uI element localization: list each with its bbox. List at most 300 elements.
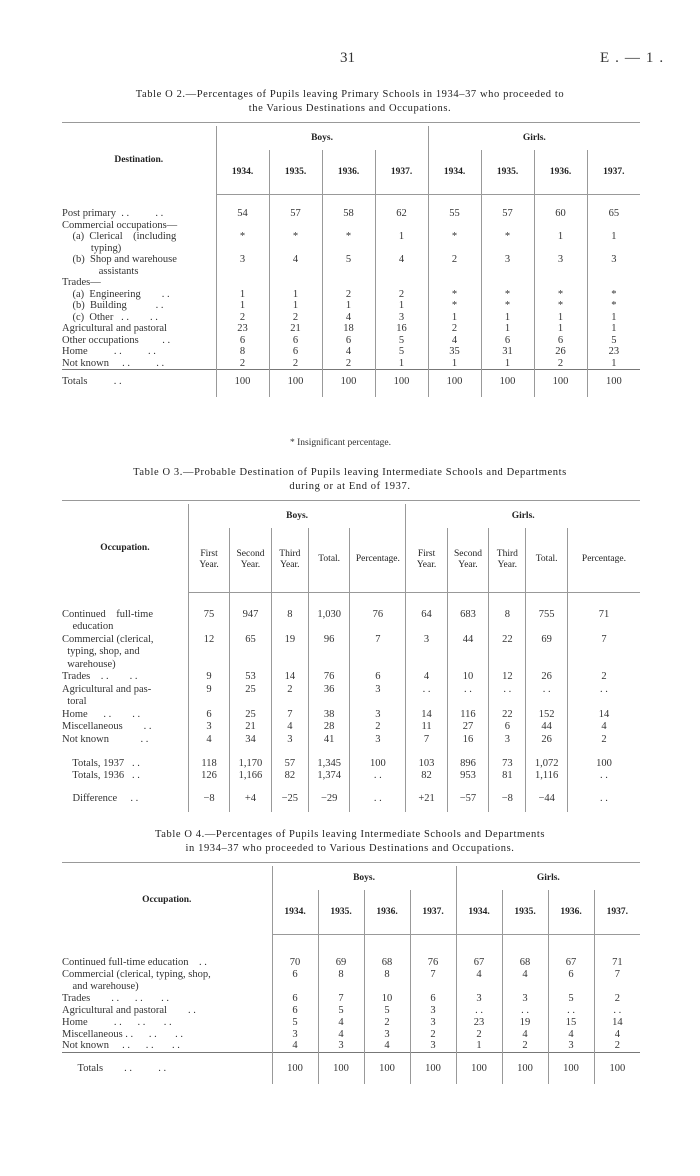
table-o2-row-value: 6 [534,335,587,347]
page-number: 31 [340,50,355,66]
table-o4-year-header: 1937. [594,890,640,934]
table-o4-row-value [410,980,456,992]
table-o3-row-value: 28 [308,721,349,734]
table-o4-row-value: 6 [410,992,456,1004]
table-o3-row-value [567,696,640,709]
table-o2-row-value: 4 [322,346,375,358]
table-o2-row-value [481,266,534,278]
table-o3-row-value: 69 [526,633,567,646]
table-o4 [62,866,640,1084]
table-o3-row-value: 116 [447,708,488,721]
table-o2-row-value: 57 [269,208,322,220]
table-o2-row [62,358,640,370]
table-o3 [62,504,640,812]
table-o2-row-value: * [534,300,587,312]
table-o3-row-value [447,658,488,671]
table-o3-row-value: 14 [271,671,308,684]
table-o4-totals-row-value: 100 [364,1060,410,1076]
table-o3-totals-row-value: 82 [406,770,447,782]
table-o2-row-value [375,243,428,255]
table-o2-row-value [534,243,587,255]
table-o3-totals-row-value: 57 [271,758,308,770]
table-o3-row-value [230,621,271,634]
table-o3-row-value [526,646,567,659]
table-o3-totals-row-label: Totals, 1936 . . [62,770,140,781]
table-o4-row [62,992,640,1004]
table-o4-year-header: 1934. [272,890,318,934]
table-o3-row-value: 71 [567,608,640,621]
table-o3-row-value [406,621,447,634]
table-o3-row-value: 96 [308,633,349,646]
table-o3-totals-row-value: 1,072 [526,758,567,770]
table-o3-title-line2: during or at End of 1937. [289,481,411,492]
table-o3-row-value: 44 [526,721,567,734]
table-o3-difference-row-value: −8 [188,792,229,806]
table-o2-row-value: 23 [587,346,640,358]
table-o2-year-header: 1934. [428,150,481,194]
table-o2-year-header: 1936. [534,150,587,194]
table-o2-stub-header: Destination. [114,155,164,165]
table-o2-row-value [375,220,428,232]
table-o4-row-value: 4 [502,1028,548,1040]
table-o3-row-value: 44 [447,633,488,646]
table-o3-column-header [230,528,271,592]
table-o4-row-value: 3 [318,1040,364,1052]
table-o3-row-label: Commercial (clerical, [62,633,154,645]
table-o4-row-value: 4 [272,1040,318,1052]
table-o2-year-header: 1934. [216,150,269,194]
table-o3-row-value [489,658,526,671]
table-o2-row-label: Not known . . . . [62,357,165,369]
table-o4-totals-row-value: 100 [456,1060,502,1076]
table-o3-row-value [447,621,488,634]
column-header-line: Third [496,548,518,559]
table-o4-row-value: 4 [364,1040,410,1052]
column-header-line: Second [236,548,265,559]
table-o3-totals-row-value: 1,166 [230,770,271,782]
table-o3-row-value [489,696,526,709]
table-o3-row-value: 4 [567,721,640,734]
table-o2-row-value: 2 [269,358,322,370]
table-o3-row-value: 14 [567,708,640,721]
table-o4-row-value: 6 [272,1004,318,1016]
table-o2-totals-row-value: 100 [481,373,534,389]
table-o2-row-value: 1 [587,323,640,335]
table-o2-row [62,266,640,278]
table-o3-row-value [188,658,229,671]
table-o3-row-value: 9 [188,683,229,696]
table-o3-difference-row-value: −44 [526,792,567,806]
column-header-line: Year. [240,559,261,570]
table-o3-row-label: Continued full-time [62,608,153,620]
table-o2-row-value [269,243,322,255]
table-o4-row-value: . . [502,1004,548,1016]
table-o4-row-value [594,980,640,992]
table-o2-boys-header: Boys. [216,126,428,150]
table-o3-row-value: 4 [188,733,229,746]
table-o3-totals-row-value: 1,345 [308,758,349,770]
table-o3-row-label: Agricultural and pas- [62,683,152,695]
table-o3-column-header [447,528,488,592]
table-o2-row-value: 2 [534,358,587,370]
table-o3-row [62,708,640,721]
table-o3-totals-row-value: 118 [188,758,229,770]
table-o3-boys-header: Boys. [188,504,406,528]
table-o3-row [62,721,640,734]
table-o4-row-value: 6 [548,968,594,980]
table-o3-row-value: 4 [271,721,308,734]
table-o4-row-value: 7 [410,968,456,980]
table-o4-row-value [364,980,410,992]
table-o3-row-value: 10 [447,671,488,684]
table-o2-row [62,243,640,255]
table-o2-footnote: * Insignificant percentage. [290,438,392,448]
table-o2-row-value: 60 [534,208,587,220]
table-o4-row-value: 69 [318,956,364,968]
table-o4-row-value: 4 [502,968,548,980]
table-o3-row-value: 36 [308,683,349,696]
table-o2-row-value: 1 [428,312,481,324]
column-header-line: Second [453,548,482,559]
table-o4-row-value: . . [456,1004,502,1016]
table-o4-row-value: 2 [456,1028,502,1040]
table-o3-row-label: Miscellaneous . . [62,721,152,733]
table-o3-row-value [350,646,406,659]
column-header-line: Year. [458,559,478,570]
table-o2-row-value: 1 [534,312,587,324]
table-o4-row-value: 10 [364,992,410,1004]
table-o3-row-value: 947 [230,608,271,621]
table-o3-column-header [188,528,229,592]
table-o3-row-value [526,696,567,709]
table-o2-row-value: * [322,231,375,243]
table-o3-row-value: 3 [489,733,526,746]
table-o3-row-value [406,658,447,671]
table-o4-row-value: 76 [410,956,456,968]
table-o3-row-value: 2 [567,671,640,684]
table-o3-row-label: toral [62,696,87,708]
table-o3-difference-row-value: −8 [489,792,526,806]
table-o2-row-value [269,277,322,289]
table-o3-row [62,621,640,634]
table-o4-row-value: 5 [318,1004,364,1016]
table-o3-row-value [567,621,640,634]
table-o2-row-label: Agricultural and pastoral [62,323,167,335]
table-o3-totals-row-value: 82 [271,770,308,782]
table-o3-difference-row-value: +21 [406,792,447,806]
table-o2-row-value: 3 [481,254,534,266]
table-o3-row-label: typing, shop, and [62,646,140,658]
table-o2-row-value: 1 [322,300,375,312]
table-o3-difference-row [62,792,640,806]
table-o2-row-value: 18 [322,323,375,335]
table-o3-row-value [489,621,526,634]
table-o2-row-value: 1 [375,231,428,243]
table-o3-totals-row-value: 896 [447,758,488,770]
table-o2-row-value: 1 [587,358,640,370]
table-o3-difference-row-value: . . [350,792,406,806]
table-o3-row [62,646,640,659]
table-o4-boys-header: Boys. [272,866,456,890]
table-o3-row-label: Not known . . [62,733,149,745]
table-o2-row-value: 5 [322,254,375,266]
table-o3-row-value: 3 [271,733,308,746]
table-o3-row [62,608,640,621]
table-o3-row-value: 12 [489,671,526,684]
table-o4-row-value: . . [594,1004,640,1016]
table-o3-row-value: 8 [489,608,526,621]
table-o4-row-value: 2 [594,992,640,1004]
table-o2-row-label: (b) Building . . [62,300,164,312]
column-header-line: First [200,548,218,559]
table-o2-row-value [534,220,587,232]
table-o2-row-value: 2 [428,254,481,266]
table-o2-row-value: 1 [269,300,322,312]
table-o3-column-header [308,528,349,592]
table-o4-row [62,956,640,968]
column-header-line: First [417,548,436,559]
table-o2-row-label: Home . . . . [62,346,156,358]
table-o3-row-value [350,621,406,634]
table-o2-year-header: 1937. [587,150,640,194]
table-o4-row-value [502,980,548,992]
table-o2-row-value: 6 [322,335,375,347]
table-o2-row-value [587,266,640,278]
table-o4-row-label: Continued full-time education . . [62,956,207,968]
table-o3-row-value [489,646,526,659]
table-o2-row [62,277,640,289]
table-o2-row-value: 6 [481,335,534,347]
table-o3-row-value: 7 [350,633,406,646]
table-o4-totals-row-value: 100 [318,1060,364,1076]
table-o3-totals-row-value: 100 [567,758,640,770]
table-o4-totals-row-value: 100 [548,1060,594,1076]
table-o2-row-value: 6 [269,335,322,347]
table-o2-row-value: 2 [375,289,428,301]
table-o3-row-value: 75 [188,608,229,621]
table-o3-row [62,696,640,709]
table-o3-row-value [406,696,447,709]
table-o2-row-value: 54 [216,208,269,220]
table-o3-totals-row-label: Totals, 1937 . . [62,758,140,769]
table-o4-row-value: 5 [272,1016,318,1028]
table-o3-row-value: 76 [308,671,349,684]
table-o3-column-header [567,528,640,592]
table-o4-row-value: 5 [364,1004,410,1016]
table-o2-row-value: * [481,300,534,312]
table-o2-row [62,300,640,312]
table-o4-row-value: 4 [318,1016,364,1028]
table-o2-row-value: * [428,231,481,243]
table-o3-row-value: 22 [489,708,526,721]
table-o3-row-value [350,696,406,709]
rule [62,122,640,123]
table-o3-row-value: 34 [230,733,271,746]
table-o3-row-value [230,646,271,659]
table-o3-row-value: . . [567,683,640,696]
table-o2-row [62,312,640,324]
table-o2-row-value: 57 [481,208,534,220]
table-o4-row-value: 5 [548,992,594,1004]
table-o4-girls-header: Girls. [456,866,640,890]
table-o2-row [62,254,640,266]
table-o4-row-value: 3 [456,992,502,1004]
table-o2-row-label: Post primary . . . . [62,208,164,220]
table-o2-totals-row-value: 100 [534,373,587,389]
table-o2-row-value: * [481,289,534,301]
column-header-line: Total. [535,554,558,565]
table-o4-row-value: 2 [594,1040,640,1052]
table-o4-row [62,1040,640,1052]
table-o2-row-value: * [269,231,322,243]
table-o2-row-value [322,277,375,289]
table-o4-row-value: 19 [502,1016,548,1028]
table-o4-row-label: Trades . . . . . . [62,992,169,1004]
table-o3-column-header [489,528,526,592]
table-o2-row [62,220,640,232]
table-o3-row-value [350,658,406,671]
table-o3-row-value: . . [526,683,567,696]
table-o2-row [62,208,640,220]
table-o3-row-value: 26 [526,733,567,746]
table-o3-row-value: 14 [406,708,447,721]
column-header-line: Year. [280,559,300,570]
table-o2-row-value: 1 [269,289,322,301]
table-o3-row-label: education [62,621,114,633]
table-o4-row-value: 3 [548,1040,594,1052]
table-o2-row-value: 16 [375,323,428,335]
table-o2-row-value [534,277,587,289]
table-o2-row-value: 1 [534,231,587,243]
table-o4-row-value: 3 [502,992,548,1004]
table-o2-row-value [481,277,534,289]
table-o3-row-value: 755 [526,608,567,621]
table-o4-row [62,968,640,980]
table-o3-row-value [526,621,567,634]
table-o2-row-value: * [534,289,587,301]
table-o3-row-value: 7 [271,708,308,721]
table-o3-row-value: 27 [447,721,488,734]
table-o2-row-value [322,243,375,255]
table-o3-row-value: 9 [188,671,229,684]
table-o3-totals-row-value: 126 [188,770,229,782]
table-o3-row-value: 3 [350,733,406,746]
table-o4-row-value: 2 [410,1028,456,1040]
table-o3-row-value [308,696,349,709]
table-o4-row-label: Not known . . . . . . [62,1040,180,1052]
table-o3-row-value: 16 [447,733,488,746]
table-o4-row-value: 4 [456,968,502,980]
table-o2-row-value: 1 [428,358,481,370]
table-o3-totals-row-value: . . [350,770,406,782]
table-o4-totals-row-value: 100 [272,1060,318,1076]
table-o2-title-line1: Table O 2.—Percentages of Pupils leaving Primary Schools in 1934–37 who proceeded to [135,89,565,100]
table-o4-title-line1: Table O 4.—Percentages of Pupils leaving Intermediate Schools and Departments [154,829,546,840]
table-o3-row-value: 2 [271,683,308,696]
table-o4-year-header: 1935. [502,890,548,934]
table-o3-title-line1: Table O 3.—Probable Destination of Pupils leaving Intermediate Schools and Departments [133,467,567,478]
rule [62,500,640,501]
table-o2-row-value: 5 [375,335,428,347]
table-o3-totals-row-value: 1,170 [230,758,271,770]
table-o3-row [62,733,640,746]
table-o3-row-value: 7 [567,633,640,646]
table-o2-title [0,88,700,116]
table-o2-row-value [216,277,269,289]
table-o4-row-value: . . [548,1004,594,1016]
table-o2-row-value: 3 [587,254,640,266]
table-o4-row-label: and warehouse) [62,980,139,992]
table-o3-row-value: 65 [230,633,271,646]
table-o2-row [62,289,640,301]
table-o2-row-value: 2 [216,358,269,370]
table-o2-row [62,231,640,243]
table-o4-row-value: 4 [548,1028,594,1040]
table-o3-row-value: 41 [308,733,349,746]
table-o2-totals-row-value: 100 [322,373,375,389]
table-o4-year-header: 1935. [318,890,364,934]
table-o3-row-label: warehouse) [62,658,116,670]
table-o3-difference-row-value: −57 [447,792,488,806]
table-o2-row-value: 1 [481,358,534,370]
table-o3-row [62,683,640,696]
table-o2 [62,126,640,397]
table-o3-row-label: Home . . . . [62,708,141,720]
table-o2-row-value: 65 [587,208,640,220]
table-o3-row-value: 2 [350,721,406,734]
table-o3-difference-row-label: Difference . . [62,793,139,804]
table-o3-row-value: 76 [350,608,406,621]
table-o4-row-value: 14 [594,1016,640,1028]
table-o3-row-value: . . [406,683,447,696]
table-o3-row-value [230,658,271,671]
table-o3-totals-row-value: . . [567,770,640,782]
table-o3-row-value: . . [489,683,526,696]
table-o2-row-value: 21 [269,323,322,335]
table-o3-row-value [271,621,308,634]
table-o3-row-value: 22 [489,633,526,646]
table-o2-row-value [375,266,428,278]
table-o2-title-line2: the Various Destinations and Occupations. [248,103,452,114]
table-o3-row-value [308,646,349,659]
table-o2-row-label: typing) [62,242,122,254]
table-o3-totals-row-value: 73 [489,758,526,770]
table-o3-totals-row-value: 100 [350,758,406,770]
table-o3-row-value: 7 [406,733,447,746]
table-o3-difference-row-value: −25 [271,792,308,806]
table-o4-row-value: 2 [364,1016,410,1028]
table-o2-year-header: 1935. [269,150,322,194]
table-o3-row-value: 4 [406,671,447,684]
column-header-line: Total. [318,554,341,565]
table-o3-row-value: 6 [188,708,229,721]
table-o3-row-value [447,646,488,659]
table-o3-row-value [188,621,229,634]
table-o2-row-value [216,243,269,255]
table-o3-row-value: 3 [350,683,406,696]
table-o4-row-label: Commercial (clerical, typing, shop, [62,968,211,980]
table-o3-row-value: 2 [567,733,640,746]
column-header-line: Year. [416,559,437,570]
table-o3-stub-header: Occupation. [100,543,150,553]
table-o4-title-line2: in 1934–37 who proceeded to Various Destinations and Occupations. [185,843,515,854]
table-o4-row-label: Home . . . . . . [62,1016,172,1028]
table-o2-row-value: * [428,300,481,312]
column-header-line: Year. [497,559,517,570]
table-o2-row-value: 1 [375,300,428,312]
table-o3-column-header [350,528,406,592]
table-o2-row-value: 6 [216,335,269,347]
